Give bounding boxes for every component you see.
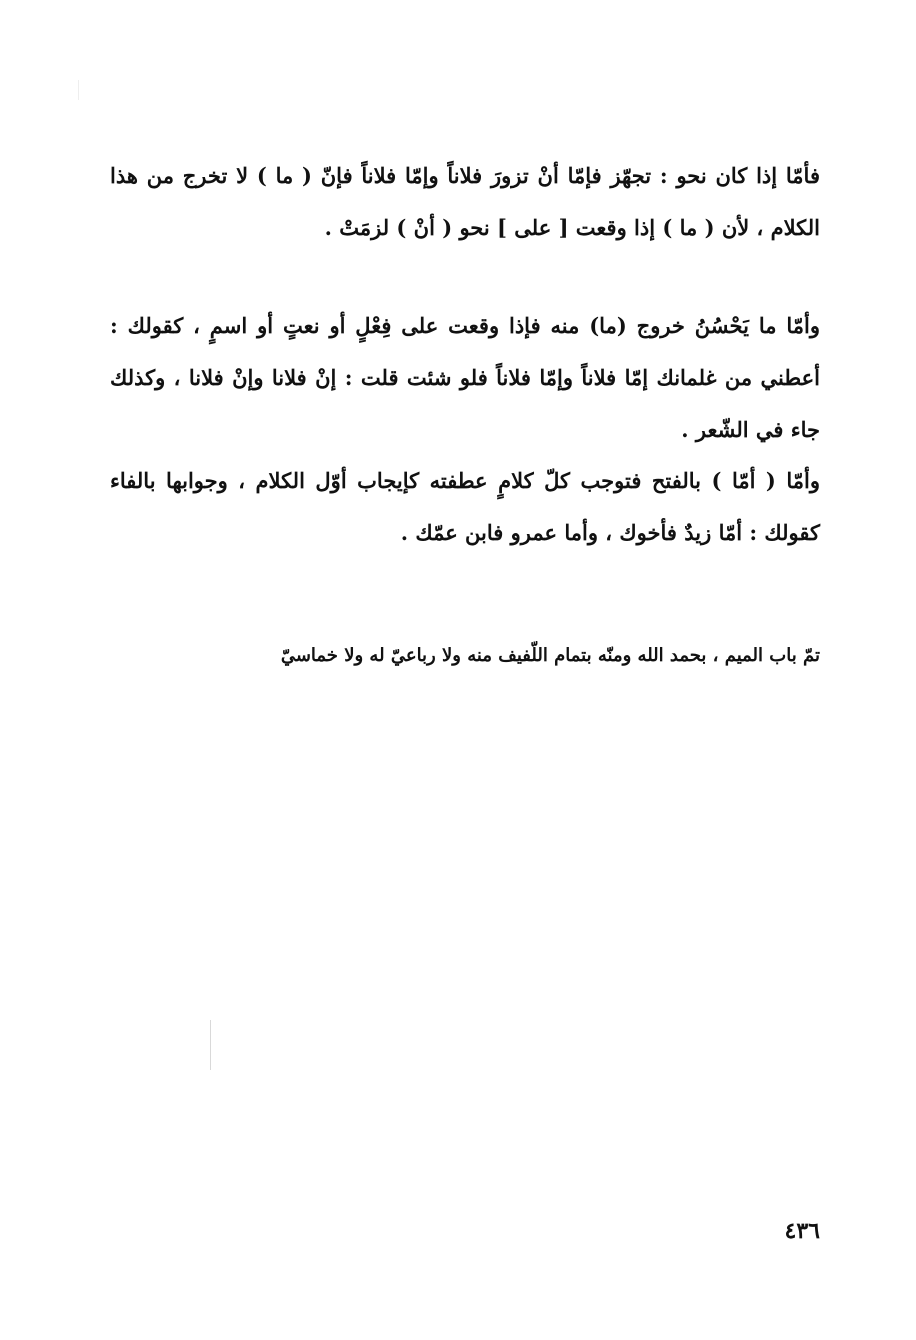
- scan-artifact-mark: [78, 80, 79, 100]
- colophon: تمّ باب الميم ، بحمد الله ومنّه بتمام اللّفيف منه ولا رباعيّ له ولا خماسيّ: [280, 645, 820, 666]
- paragraph-2: وأمّا ما يَحْسُنُ خروج (ما) منه فإذا وقعت على فِعْلٍ أو نعتٍ أو اسمٍ ، كقولك : أعطني من غلمانك إمّا فلاناً وإمّا فلاناً فلو شئت قلت : إنْ فلانا وإنْ فلانا ، وكذلك جاء في الشّعر .: [110, 313, 820, 442]
- paragraph-1: فأمّا إذا كان نحو : تجهّز فإمّا أنْ تزورَ فلاناً وإمّا فلاناً فإنّ ( ما ) لا تخرج من هذا الكلام ، لأن ( ما ) إذا وقعت [ على ] نحو ( أنْ ) لزمَتْ .: [110, 163, 820, 240]
- page-number: ٤٣٦: [784, 1218, 820, 1244]
- paragraph-3: وأمّا ( أمّا ) بالفتح فتوجب كلّ كلامٍ عطفته كإيجاب أوّل الكلام ، وجوابها بالفاء كقولك : أمّا زيدٌ فأخوك ، وأما عمرو فابن عمّك .: [110, 468, 820, 545]
- scan-artifact-mark: [210, 1020, 211, 1070]
